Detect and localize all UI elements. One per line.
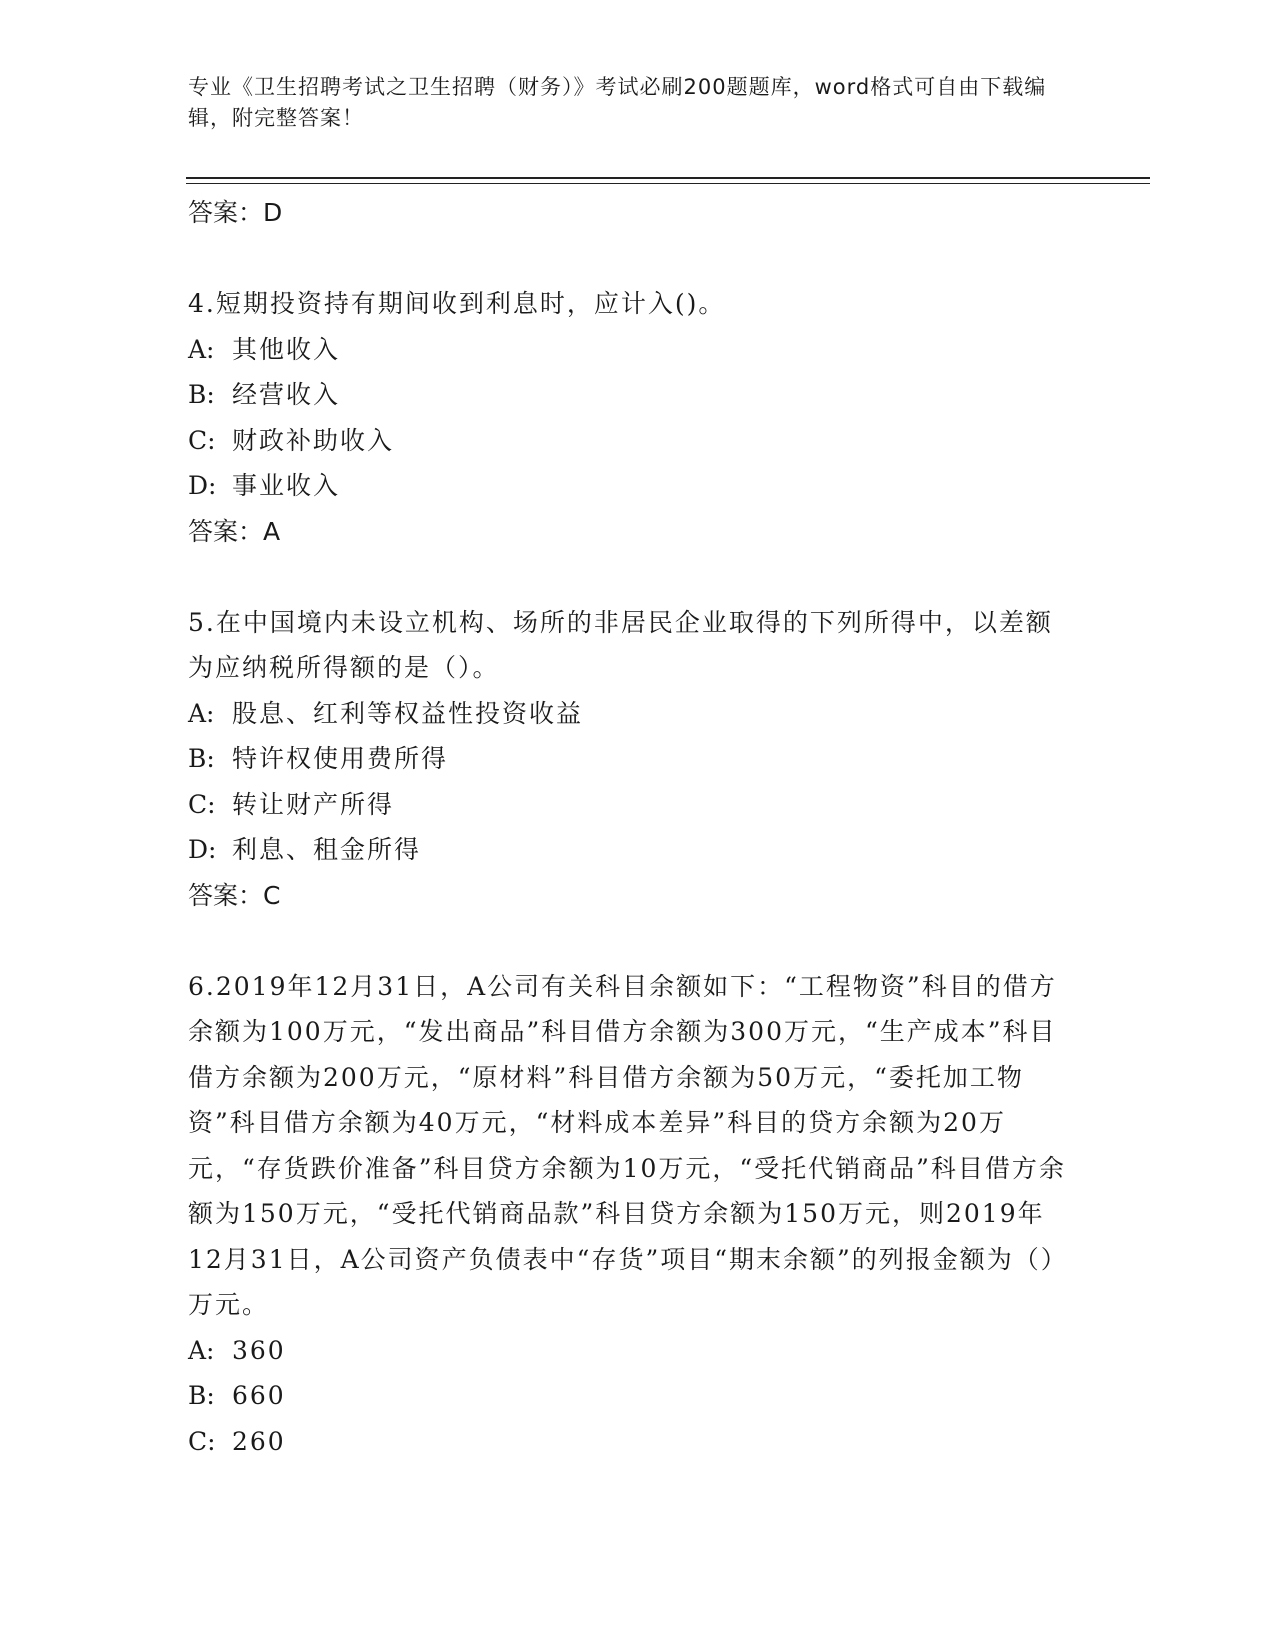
- header-rule-thick: [186, 177, 1150, 179]
- option-letter: B:: [188, 1381, 215, 1410]
- document-body: [188, 190, 1068, 1464]
- answer-line: 答案：D: [188, 198, 283, 227]
- option-letter: C:: [188, 1426, 216, 1456]
- option-b: [188, 736, 1068, 782]
- option-text: 财政补助收入: [232, 425, 395, 455]
- option-letter: A:: [188, 1335, 215, 1365]
- option-text: 经营收入: [232, 380, 341, 409]
- option-text: 转让财产所得: [232, 789, 395, 819]
- option-b: [188, 1373, 1068, 1419]
- spacer: [188, 554, 1068, 600]
- option-letter: C:: [188, 789, 216, 819]
- option-text: 特许权使用费所得: [232, 744, 449, 773]
- option-text: 660: [232, 1381, 286, 1410]
- option-a: [188, 691, 1068, 737]
- option-letter: B:: [188, 744, 215, 773]
- option-letter: A:: [188, 698, 215, 728]
- option-text: 股息、红利等权益性投资收益: [232, 698, 584, 728]
- option-letter: B:: [188, 380, 215, 409]
- question-block: [188, 281, 1068, 554]
- option-text: 其他收入: [232, 334, 341, 364]
- option-d: [188, 463, 1068, 509]
- answer-line: 答案：C: [188, 880, 281, 910]
- option-letter: D:: [188, 835, 217, 864]
- option-text: 事业收入: [232, 471, 341, 500]
- answer-line: 答案：A: [188, 516, 281, 546]
- document-header: 专业《卫生招聘考试之卫生招聘（财务）》考试必刷200题题库，word格式可自由下载编辑，附完整答案！: [188, 75, 1047, 130]
- option-text: 260: [232, 1426, 286, 1456]
- option-a: [188, 327, 1068, 373]
- option-letter: C:: [188, 425, 216, 455]
- option-d: [188, 827, 1068, 873]
- header-rule-thin: [186, 183, 1150, 184]
- spacer: [188, 918, 1068, 964]
- option-letter: D:: [188, 471, 217, 500]
- option-letter: A:: [188, 334, 215, 364]
- spacer: [188, 235, 1068, 281]
- option-text: 360: [232, 1335, 286, 1365]
- option-c: [188, 1419, 1068, 1465]
- option-text: 利息、租金所得: [232, 835, 422, 864]
- question-stem: 5.在中国境内未设立机构、场所的非居民企业取得的下列所得中，以差额为应纳税所得额的是（）。: [188, 607, 1053, 682]
- question-stem: 6.2019年12月31日，A公司有关科目余额如下：“工程物资”科目的借方余额为100万元，“发出商品”科目借方余额为300万元，“生产成本”科目借方余额为200万元，“原材料”科目借方余额为50万元，“委托加工物资”科目借方余额为40万元，“材料成本差异”科目的贷方余额为20万元，“存货跌价准备”科目贷方余额为10万元，“受托代销商品”科目借方余额为150万元，“受托代销商品款”科目贷方余额为150万元，则2019年12月31日，A公司资产负债表中“存货”项目“期末余额”的列报金额为（）万元。: [188, 971, 1068, 1319]
- option-a: [188, 1328, 1068, 1374]
- question-block: [188, 600, 1068, 918]
- option-c: [188, 782, 1068, 828]
- option-c: [188, 418, 1068, 464]
- question-block: [188, 964, 1068, 1465]
- option-b: [188, 372, 1068, 418]
- question-stem: 4.短期投资持有期间收到利息时，应计入()。: [188, 289, 726, 318]
